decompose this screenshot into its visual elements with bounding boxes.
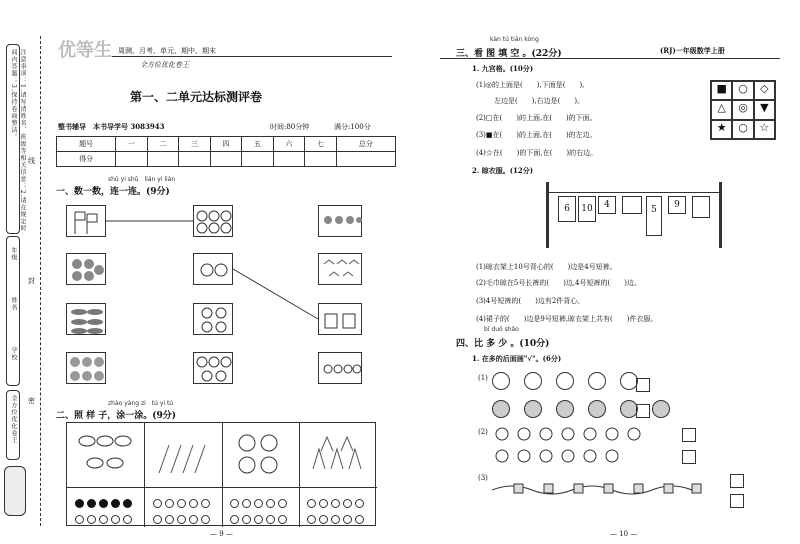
empty-dots-row[interactable] xyxy=(75,509,135,528)
grid-cell: ☆ xyxy=(754,120,775,139)
grid-cell: ◇ xyxy=(754,81,775,100)
rope xyxy=(546,192,722,193)
divider xyxy=(299,423,300,527)
score-header: 六 xyxy=(273,137,305,152)
score-header: 四 xyxy=(210,137,242,152)
grid-cell: ▼ xyxy=(754,100,775,119)
section2-title: 二、照 样 子，涂一涂。(9分) xyxy=(56,411,177,421)
grid-cell: ◎ xyxy=(732,100,753,119)
answer-box[interactable] xyxy=(636,404,650,418)
full-score: 满分:100分 xyxy=(334,123,371,131)
slogan-vertical: 全方位优化卷王 xyxy=(10,395,17,444)
slogan-text: 全方位优化卷王 xyxy=(140,61,189,69)
q1-line: (4)☆在( )的下面,在( )的右边。 xyxy=(476,149,598,157)
page-number-left: — 9 — xyxy=(210,530,233,538)
cubes-string xyxy=(492,478,722,498)
seal-line-char: 密 xyxy=(28,397,35,405)
empty-dots-row[interactable] xyxy=(230,509,290,528)
item-label: (3) xyxy=(478,474,488,482)
clothesline xyxy=(546,182,722,248)
q1-line: (3)■在( )的上面,在( )的左边。 xyxy=(476,131,597,139)
dress xyxy=(692,196,710,218)
right-page xyxy=(400,0,800,544)
answer-box[interactable] xyxy=(730,474,744,488)
towel xyxy=(622,196,642,214)
page-title: 第一、二单元达标测评卷 xyxy=(130,90,263,104)
grid-cell: △ xyxy=(711,100,732,119)
wheat-picture xyxy=(153,433,213,477)
answer-box[interactable] xyxy=(682,428,696,442)
item-label: (2) xyxy=(478,428,488,436)
seal-line-char: 线 xyxy=(28,157,35,165)
q2-line: (1)晾衣架上10号背心的( )边是4号短裤。 xyxy=(476,263,617,271)
shorts: 4 xyxy=(598,196,616,214)
q2-title: 2. 晾衣服。(12分) xyxy=(472,166,534,175)
book-code: 整书辅导 本书导学号 3083943 xyxy=(58,122,165,131)
section3-pinyin: kàn tú tián kòng xyxy=(490,36,539,43)
answer-box[interactable] xyxy=(682,450,696,464)
time-limit: 时间:80分钟 xyxy=(270,123,310,131)
score-header: 一 xyxy=(116,137,148,152)
score-header: 二 xyxy=(147,137,179,152)
shorts: 9 xyxy=(668,196,686,214)
basketballs-row xyxy=(492,400,684,422)
tank-top: 6 xyxy=(558,196,576,222)
section4-title: 四、比 多 少 。(10分) xyxy=(456,339,550,349)
section1-pinyin: shǔ yi shǔ lián yi lián xyxy=(108,176,176,183)
divider xyxy=(67,487,377,488)
section2-pinyin: zhào yàng zi tú yi tú xyxy=(108,400,174,407)
grid-cell: ○ xyxy=(732,81,753,100)
fruit-rows xyxy=(492,424,672,468)
brand-logo: 优等生 xyxy=(58,40,112,61)
score-header: 七 xyxy=(305,137,337,152)
grass-picture xyxy=(307,433,371,477)
school-label: 学校 xyxy=(10,347,17,361)
score-header: 总分 xyxy=(336,137,395,152)
grid-cell: ■ xyxy=(711,81,732,100)
grade-title: (RJ)一年级数学上册 xyxy=(660,46,725,55)
leaves-picture xyxy=(75,429,135,481)
name-label: 姓名 xyxy=(10,297,17,311)
q1-line: (1)◎的上面是( ),下面是( ), xyxy=(476,81,585,89)
coloring-table xyxy=(66,422,376,526)
score-header: 题号 xyxy=(57,137,116,152)
divider xyxy=(222,423,223,527)
series-text: 周测、月考、单元、期中、期末 xyxy=(118,47,216,55)
q1-title: 1. 九宫格。(10分) xyxy=(472,64,534,73)
notice-text: 注意事项：1.请写清姓名、班级等相关信息；2.请在规定时间内答题；3.保持卷面整洁。 xyxy=(10,49,26,233)
q2-line: (2)毛巾晾在5号长裤的( )边,4号短裤的( )边。 xyxy=(476,279,641,287)
long-pants: 5 xyxy=(646,196,662,236)
item-label: (1) xyxy=(478,374,488,382)
empty-dots-row[interactable] xyxy=(153,509,213,528)
score-header: 三 xyxy=(179,137,211,152)
compare-q1-title: 1. 在多的后面画"√"。(6分) xyxy=(472,354,562,363)
grade-label: 年级 xyxy=(10,247,17,261)
tank-top: 10 xyxy=(578,196,596,222)
q2-line: (3)4号短裤的( )边有2件背心。 xyxy=(476,297,585,305)
page-number-right: — 10 — xyxy=(610,530,638,538)
q1-line: 左边是( ),右边是( )。 xyxy=(494,97,585,105)
nine-grid xyxy=(710,80,776,140)
seal-line-char: 封 xyxy=(28,277,35,285)
score-cell: 得分 xyxy=(57,152,116,167)
empty-dots-row[interactable] xyxy=(307,509,367,528)
volleyballs-row xyxy=(492,372,652,394)
section4-pinyin: bǐ duō shǎo xyxy=(484,326,519,333)
answer-box[interactable] xyxy=(730,494,744,508)
answer-box[interactable] xyxy=(636,378,650,392)
score-header: 五 xyxy=(242,137,274,152)
grid-cell: ★ xyxy=(711,120,732,139)
section1-title: 一、数一数，连一连。(9分) xyxy=(56,187,170,197)
q1-line: (2)□在( )的上面,在( )的下面。 xyxy=(476,114,597,122)
section3-title: 三、看 图 填 空 。(22分) xyxy=(456,49,562,59)
grid-cell: ○ xyxy=(732,120,753,139)
q2-line: (4)裙子的( )边是9号短裤,晾衣架上共有( )件衣服。 xyxy=(476,315,658,323)
snails-picture xyxy=(229,429,293,481)
divider xyxy=(144,423,145,527)
